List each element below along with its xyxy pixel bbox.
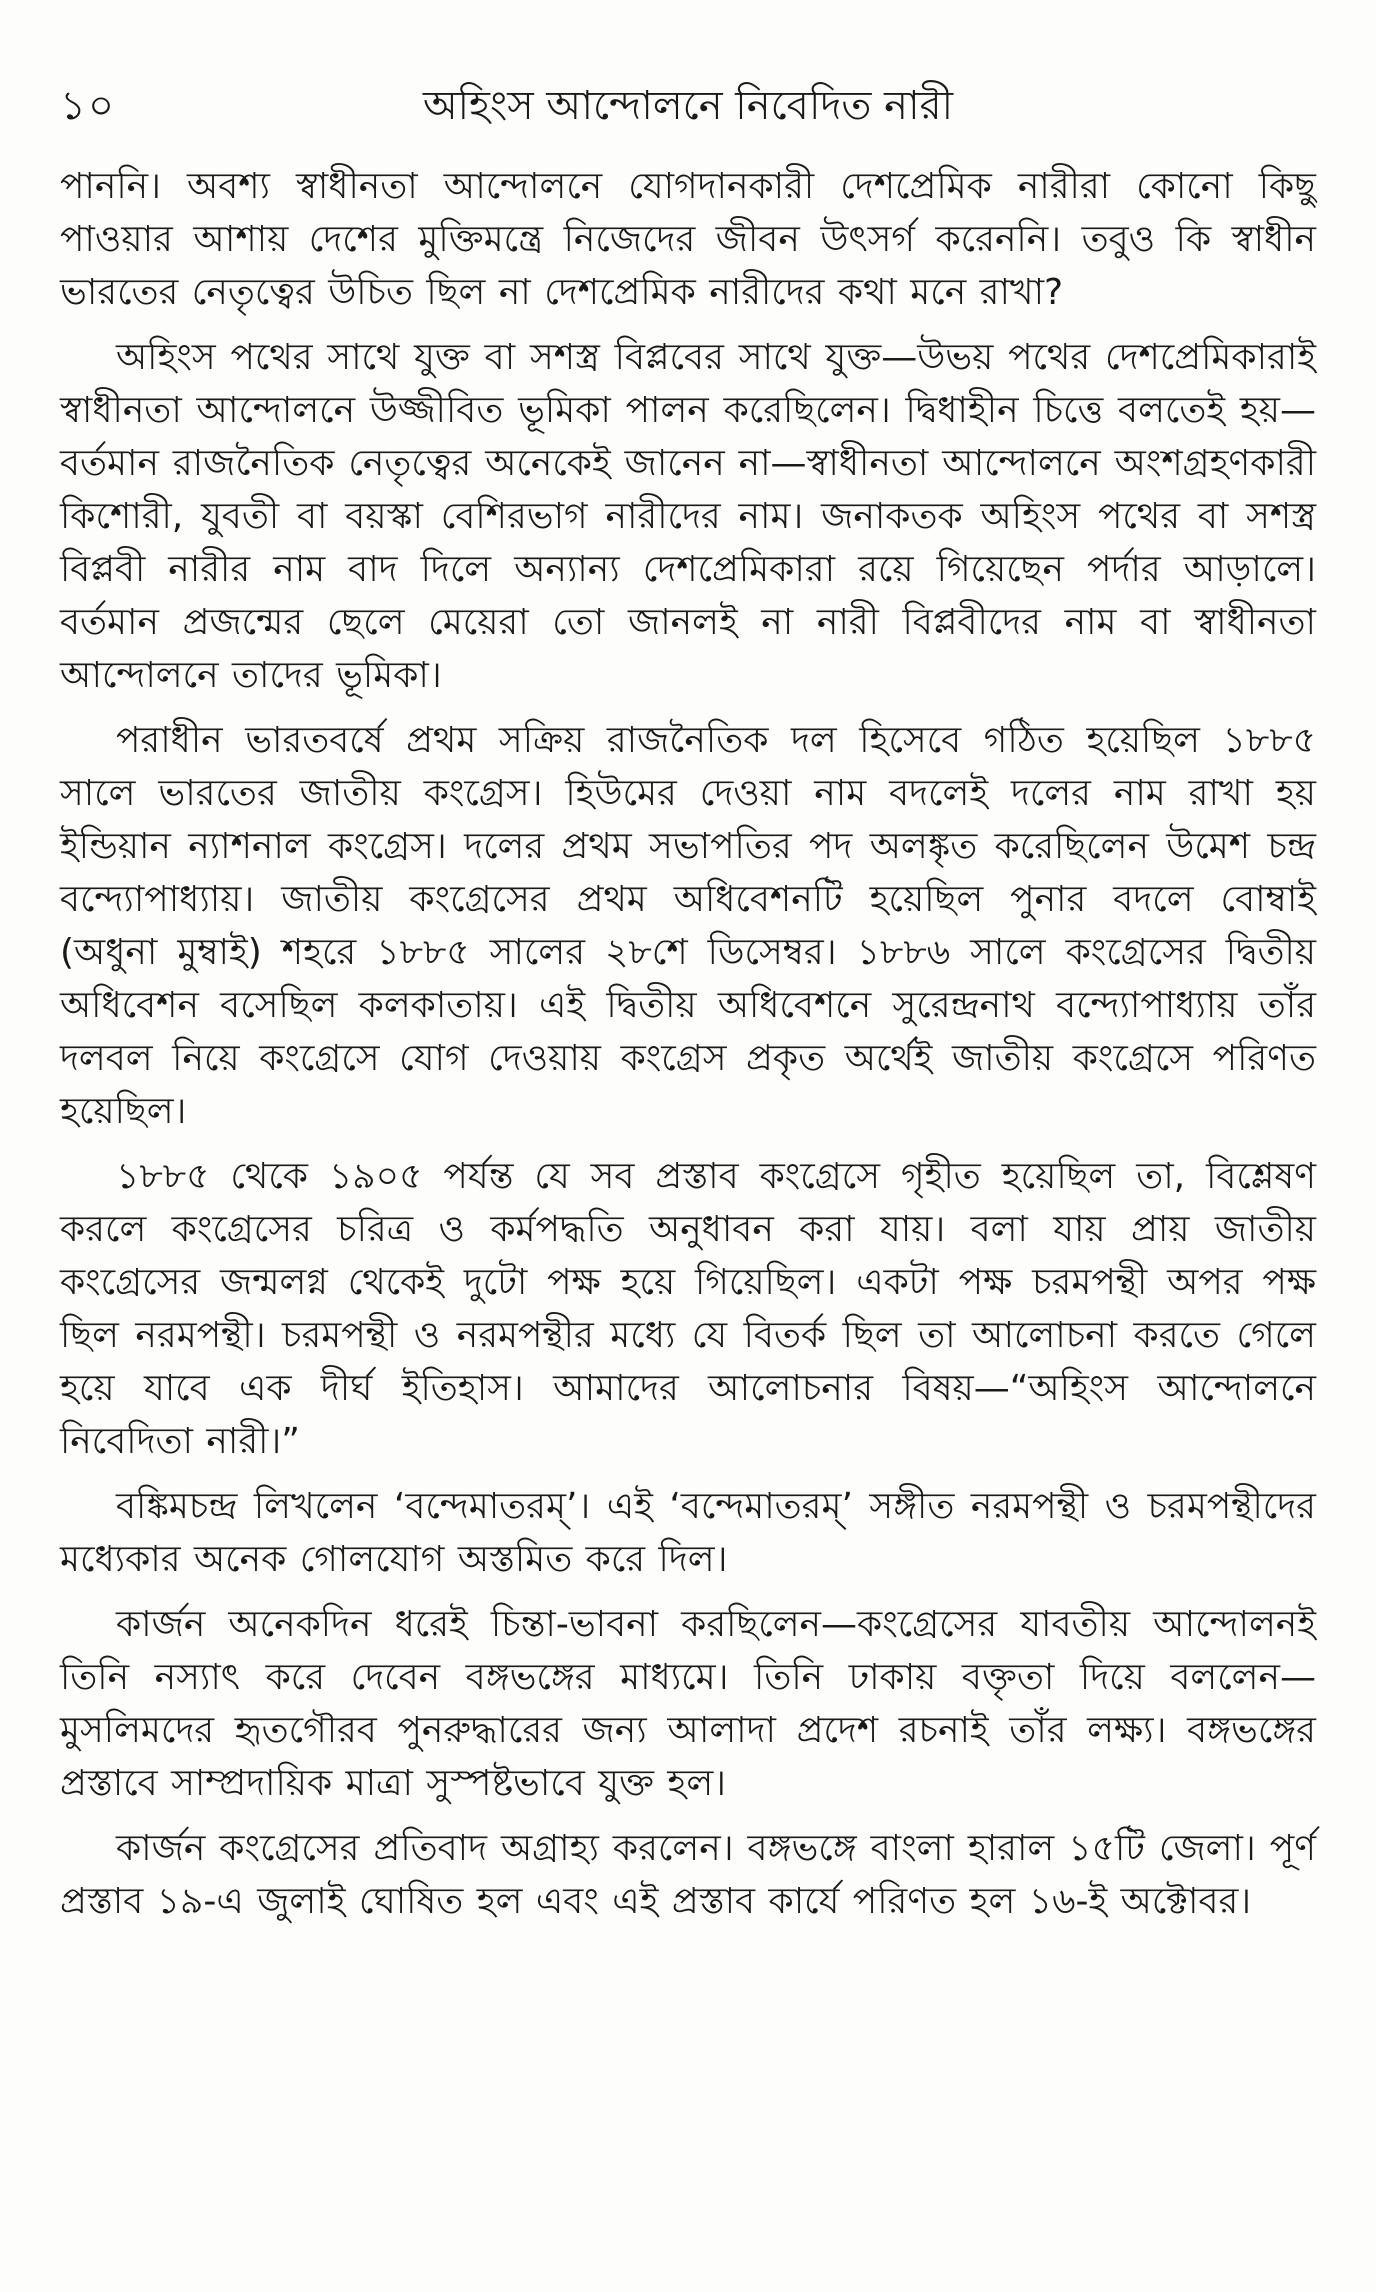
paragraph: অহিংস পথের সাথে যুক্ত বা সশস্ত্র বিপ্লবের সাথে যুক্ত—উভয় পথের দেশপ্রেমিকারাই স্বাধীনতা আন্দোলনে উজ্জীবিত ভূমিকা পালন করেছিলেন। দ্বিধাহীন চিত্তে বলতেই হয়—বর্তমান রাজনৈতিক নেতৃত্বের অনেকেই জানেন না—স্বাধীনতা আন্দোলনে অংশগ্রহণকারী কিশোরী, যুবতী বা বয়স্কা বেশিরভাগ নারীদের নাম। জনাকতক অহিংস পথের বা সশস্ত্র বিপ্লবী নারীর নাম বাদ দিলে অন্যান্য দেশপ্রেমিকারা রয়ে গিয়েছেন পর্দার আড়ালে। বর্তমান প্রজন্মের ছেলে মেয়েরা তো জানলই না নারী বিপ্লবীদের নাম বা স্বাধীনতা আন্দোলনে তাদের ভূমিকা। xyxy=(60,337,1316,696)
paragraph: বঙ্কিমচন্দ্র লিখলেন ‘বন্দেমাতরম্’। এই ‘বন্দেমাতরম্’ সঙ্গীত নরমপন্থী ও চরমপন্থীদের মধ্যেকার অনেক গোলযোগ অস্তমিত করে দিল। xyxy=(60,1486,1316,1580)
body-text xyxy=(60,160,1316,1940)
running-title: অহিংস আন্দোলনে নিবেদিত নারী xyxy=(422,83,954,129)
paragraph: ১৮৮৫ থেকে ১৯০৫ পর্যন্ত যে সব প্রস্তাব কংগ্রেসে গৃহীত হয়েছিল তা, বিশ্লেষণ করলে কংগ্রেসের চরিত্র ও কর্মপদ্ধতি অনুধাবন করা যায়। বলা যায় প্রায় জাতীয় কংগ্রেসের জন্মলগ্ন থেকেই দুটো পক্ষ হয়ে গিয়েছিল। একটা পক্ষ চরমপন্থী অপর পক্ষ ছিল নরমপন্থী। চরমপন্থী ও নরমপন্থীর মধ্যে যে বিতর্ক ছিল তা আলোচনা করতে গেলে হয়ে যাবে এক দীর্ঘ ইতিহাস। আমাদের আলোচনার বিষয়—“অহিংস আন্দোলনে নিবেদিতা নারী।” xyxy=(60,1156,1316,1462)
paragraph: কার্জন অনেকদিন ধরেই চিন্তা-ভাবনা করছিলেন—কংগ্রেসের যাবতীয় আন্দোলনই তিনি নস্যাৎ করে দেবেন বঙ্গভঙ্গের মাধ্যমে। তিনি ঢাকায় বক্তৃতা দিয়ে বললেন—মুসলিমদের হৃতগৌরব পুনরুদ্ধারের জন্য আলাদা প্রদেশ রচনাই তাঁর লক্ষ্য। বঙ্গভঙ্গের প্রস্তাবে সাম্প্রদায়িক মাত্রা সুস্পষ্টভাবে যুক্ত হল। xyxy=(60,1604,1316,1804)
page-number: ১০ xyxy=(60,83,116,129)
paragraph: কার্জন কংগ্রেসের প্রতিবাদ অগ্রাহ্য করলেন। বঙ্গভঙ্গে বাংলা হারাল ১৫টি জেলা। পূর্ণ প্রস্তাব ১৯-এ জুলাই ঘোষিত হল এবং এই প্রস্তাব কার্যে পরিণত হল ১৬-ই অক্টোবর। xyxy=(60,1828,1316,1922)
paragraph: পরাধীন ভারতবর্ষে প্রথম সক্রিয় রাজনৈতিক দল হিসেবে গঠিত হয়েছিল ১৮৮৫ সালে ভারতের জাতীয় কংগ্রেস। হিউমের দেওয়া নাম বদলেই দলের নাম রাখা হয় ইন্ডিয়ান ন্যাশনাল কংগ্রেস। দলের প্রথম সভাপতির পদ অলঙ্কৃত করেছিলেন উমেশ চন্দ্র বন্দ্যোপাধ্যায়। জাতীয় কংগ্রেসের প্রথম অধিবেশনটি হয়েছিল পুনার বদলে বোম্বাই (অধুনা মুম্বাই) শহরে ১৮৮৫ সালের ২৮শে ডিসেম্বর। ১৮৮৬ সালে কংগ্রেসের দ্বিতীয় অধিবেশন বসেছিল কলকাতায়। এই দ্বিতীয় অধিবেশনে সুরেন্দ্রনাথ বন্দ্যোপাধ্যায় তাঁর দলবল নিয়ে কংগ্রেসে যোগ দেওয়ায় কংগ্রেস প্রকৃত অর্থেই জাতীয় কংগ্রেসে পরিণত হয়েছিল। xyxy=(60,720,1316,1132)
paragraph: পাননি। অবশ্য স্বাধীনতা আন্দোলনে যোগদানকারী দেশপ্রেমিক নারীরা কোনো কিছু পাওয়ার আশায় দেশের মুক্তিমন্ত্রে নিজেদের জীবন উৎসর্গ করেননি। তবুও কি স্বাধীন ভারতের নেতৃত্বের উচিত ছিল না দেশপ্রেমিক নারীদের কথা মনে রাখা? xyxy=(60,166,1316,313)
page-header xyxy=(60,70,1316,142)
